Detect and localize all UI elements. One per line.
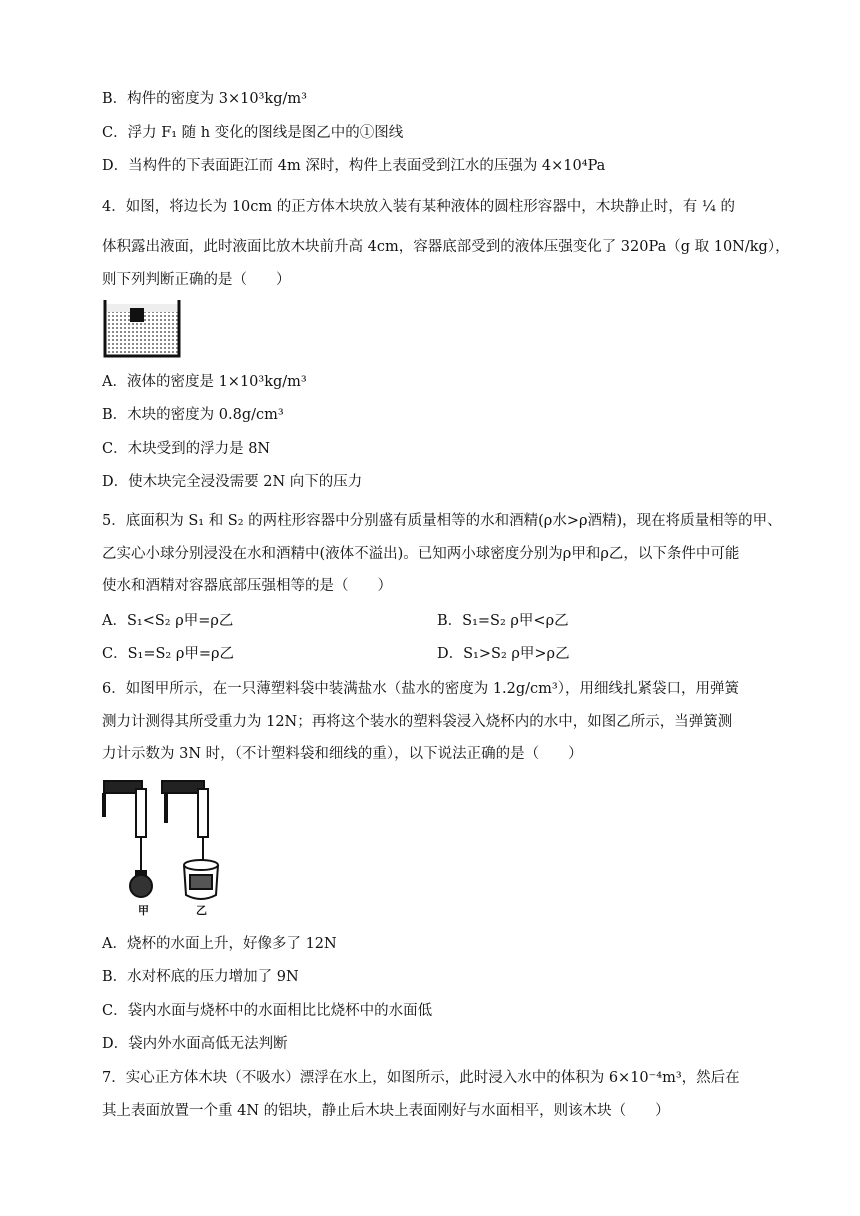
q6-spring-scale-figure	[100, 775, 235, 920]
q5-option-d: D．S₁>S₂ ρ甲>ρ乙	[437, 646, 570, 662]
q6-stem-line-2: 测力计测得其所受重力为 12N；再将这个装水的塑料袋浸入烧杯内的水中，如图乙所示，当弹簧测	[102, 714, 733, 730]
q4-option-d: D．使木块完全浸没需要 2N 向下的压力	[102, 474, 363, 490]
figure-label-jia: 甲	[138, 904, 149, 917]
q5-stem-line-1: 5．底面积为 S₁ 和 S₂ 的两柱形容器中分别盛有质量相等的水和酒精(ρ水>ρ酒精)，现在将质量相等的甲、	[102, 513, 782, 529]
q7-stem-line-1: 7．实心正方体木块（不吸水）漂浮在水上，如图所示，此时浸入水中的体积为 6×10⁻⁴m³，然后在	[102, 1070, 740, 1086]
q3-option-d: D．当构件的下表面距江而 4m 深时，构件上表面受到江水的压强为 4×10⁴Pa	[102, 158, 606, 174]
spring-scale-jia	[104, 781, 152, 897]
q6-option-c: C．袋内水面与烧杯中的水面相比比烧杯中的水面低	[102, 1003, 433, 1019]
q3-option-b: B．构件的密度为 3×10³kg/m³	[102, 91, 307, 107]
q7-stem-line-2: 其上表面放置一个重 4N 的铝块，静止后木块上表面刚好与水面相平，则该木块（ ）	[102, 1103, 670, 1119]
q4-option-a: A．液体的密度是 1×10³kg/m³	[102, 374, 307, 390]
q5-option-b: B．S₁=S₂ ρ甲<ρ乙	[437, 613, 569, 629]
q6-option-b: B．水对杯底的压力增加了 9N	[102, 969, 299, 985]
q4-stem-line-3: 则下列判断正确的是（ ）	[102, 272, 291, 288]
q5-stem-line-3: 使水和酒精对容器底部压强相等的是（ ）	[102, 578, 392, 594]
q3-option-c: C．浮力 F₁ 随 h 变化的图线是图乙中的①图线	[102, 125, 404, 141]
spring-scale-yi	[162, 781, 218, 899]
q6-stem-line-3: 力计示数为 3N 时，（不计塑料袋和细线的重），以下说法正确的是（ ）	[102, 746, 583, 762]
q4-container-figure	[103, 298, 181, 358]
q6-option-a: A．烧杯的水面上升，好像多了 12N	[102, 936, 337, 952]
q4-option-b: B．木块的密度为 0.8g/cm³	[102, 407, 284, 423]
q5-stem-line-2: 乙实心小球分别浸没在水和酒精中(液体不溢出)。已知两小球密度分别为ρ甲和ρ乙，以下条件中可能	[102, 546, 740, 562]
q5-option-a: A．S₁<S₂ ρ甲=ρ乙	[102, 613, 234, 629]
q4-stem-line-2: 体积露出液面，此时液面比放木块前升高 4cm，容器底部受到的液体压强变化了 320Pa（g 取 10N/kg），	[102, 239, 790, 255]
q6-option-d: D．袋内外水面高低无法判断	[102, 1036, 288, 1052]
q6-stem-line-1: 6．如图甲所示，在一只薄塑料袋中装满盐水（盐水的密度为 1.2g/cm³），用细线扎紧袋口，用弹簧	[102, 681, 739, 697]
figure-label-yi: 乙	[196, 904, 207, 917]
q5-option-c: C．S₁=S₂ ρ甲=ρ乙	[102, 646, 235, 662]
q4-stem-line-1: 4．如图，将边长为 10cm 的正方体木块放入装有某种液体的圆柱形容器中，木块静止时，有 ¼ 的	[102, 199, 736, 215]
q4-option-c: C．木块受到的浮力是 8N	[102, 441, 271, 457]
